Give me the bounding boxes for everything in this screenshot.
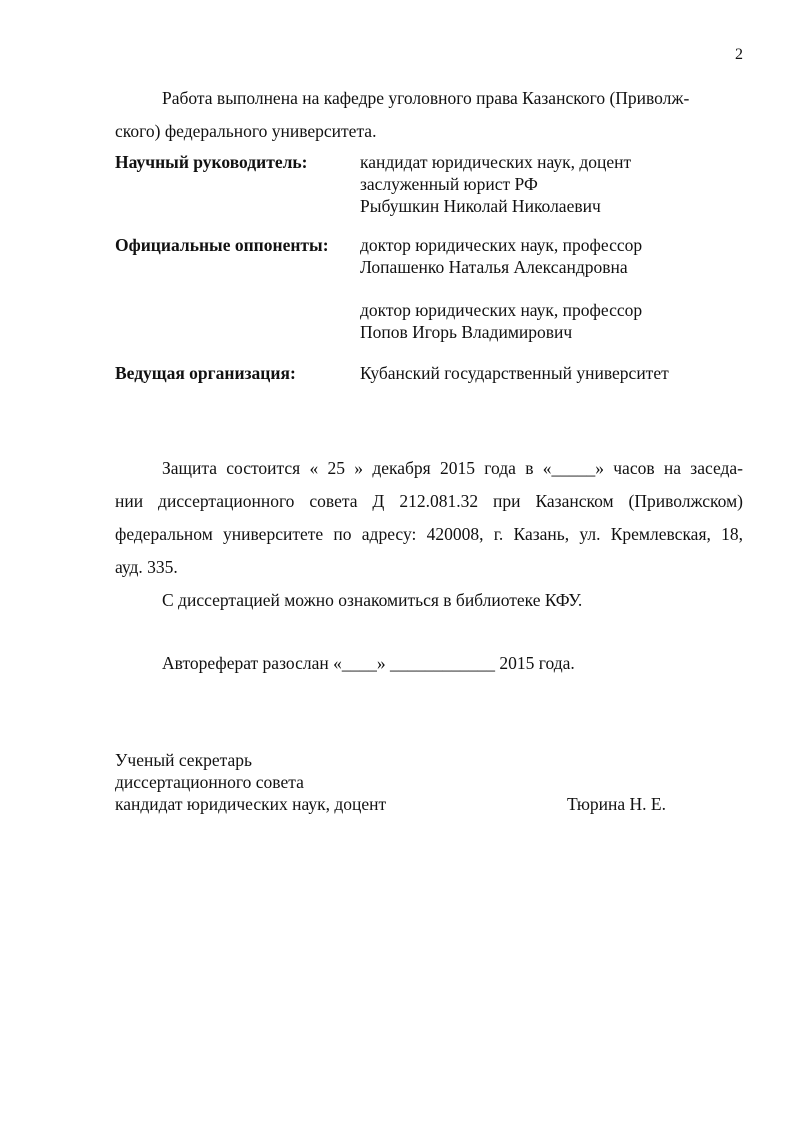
supervisor-title: заслуженный юрист РФ [360,174,538,194]
leading-org-label: Ведущая организация: [115,363,296,383]
intro-line-2: ского) федерального университета. [115,121,377,141]
opponent-1-name: Лопашенко Наталья Александровна [360,257,628,277]
secretary-degree: кандидат юридических наук, доцент [115,794,387,814]
defense-line-3: федеральном университете по адресу: 420008, г. Казань, ул. Кремлевская, 18, [115,524,743,544]
leading-org-value: Кубанский государственный университет [360,363,669,383]
intro-line-1: Работа выполнена на кафедре уголовного права Казанского (Приволж- [162,88,690,108]
defense-line-2: нии диссертационного совета Д 212.081.32 при Казанском (Приволжском) [115,491,743,511]
opponent-1-degree: доктор юридических наук, профессор [360,235,643,255]
supervisor-label: Научный руководитель: [115,152,308,172]
defense-line-1: Защита состоится « 25 » декабря 2015 года в «_____» часов на заседа- [162,458,743,478]
secretary-title: Ученый секретарь [115,750,252,770]
supervisor-name: Рыбушкин Николай Николаевич [360,196,601,216]
defense-line-4: ауд. 335. [115,557,178,577]
secretary-name: Тюрина Н. Е. [567,794,666,814]
supervisor-degree: кандидат юридических наук, доцент [360,152,632,172]
page-number: 2 [735,46,743,63]
secretary-council: диссертационного совета [115,772,304,792]
opponent-2-degree: доктор юридических наук, профессор [360,300,643,320]
opponent-2-name: Попов Игорь Владимирович [360,322,573,342]
mailed-note: Автореферат разослан «____» ____________ 2015 года. [162,653,575,673]
opponents-label: Официальные оппоненты: [115,235,329,255]
library-note: С диссертацией можно ознакомиться в библиотеке КФУ. [162,590,583,610]
